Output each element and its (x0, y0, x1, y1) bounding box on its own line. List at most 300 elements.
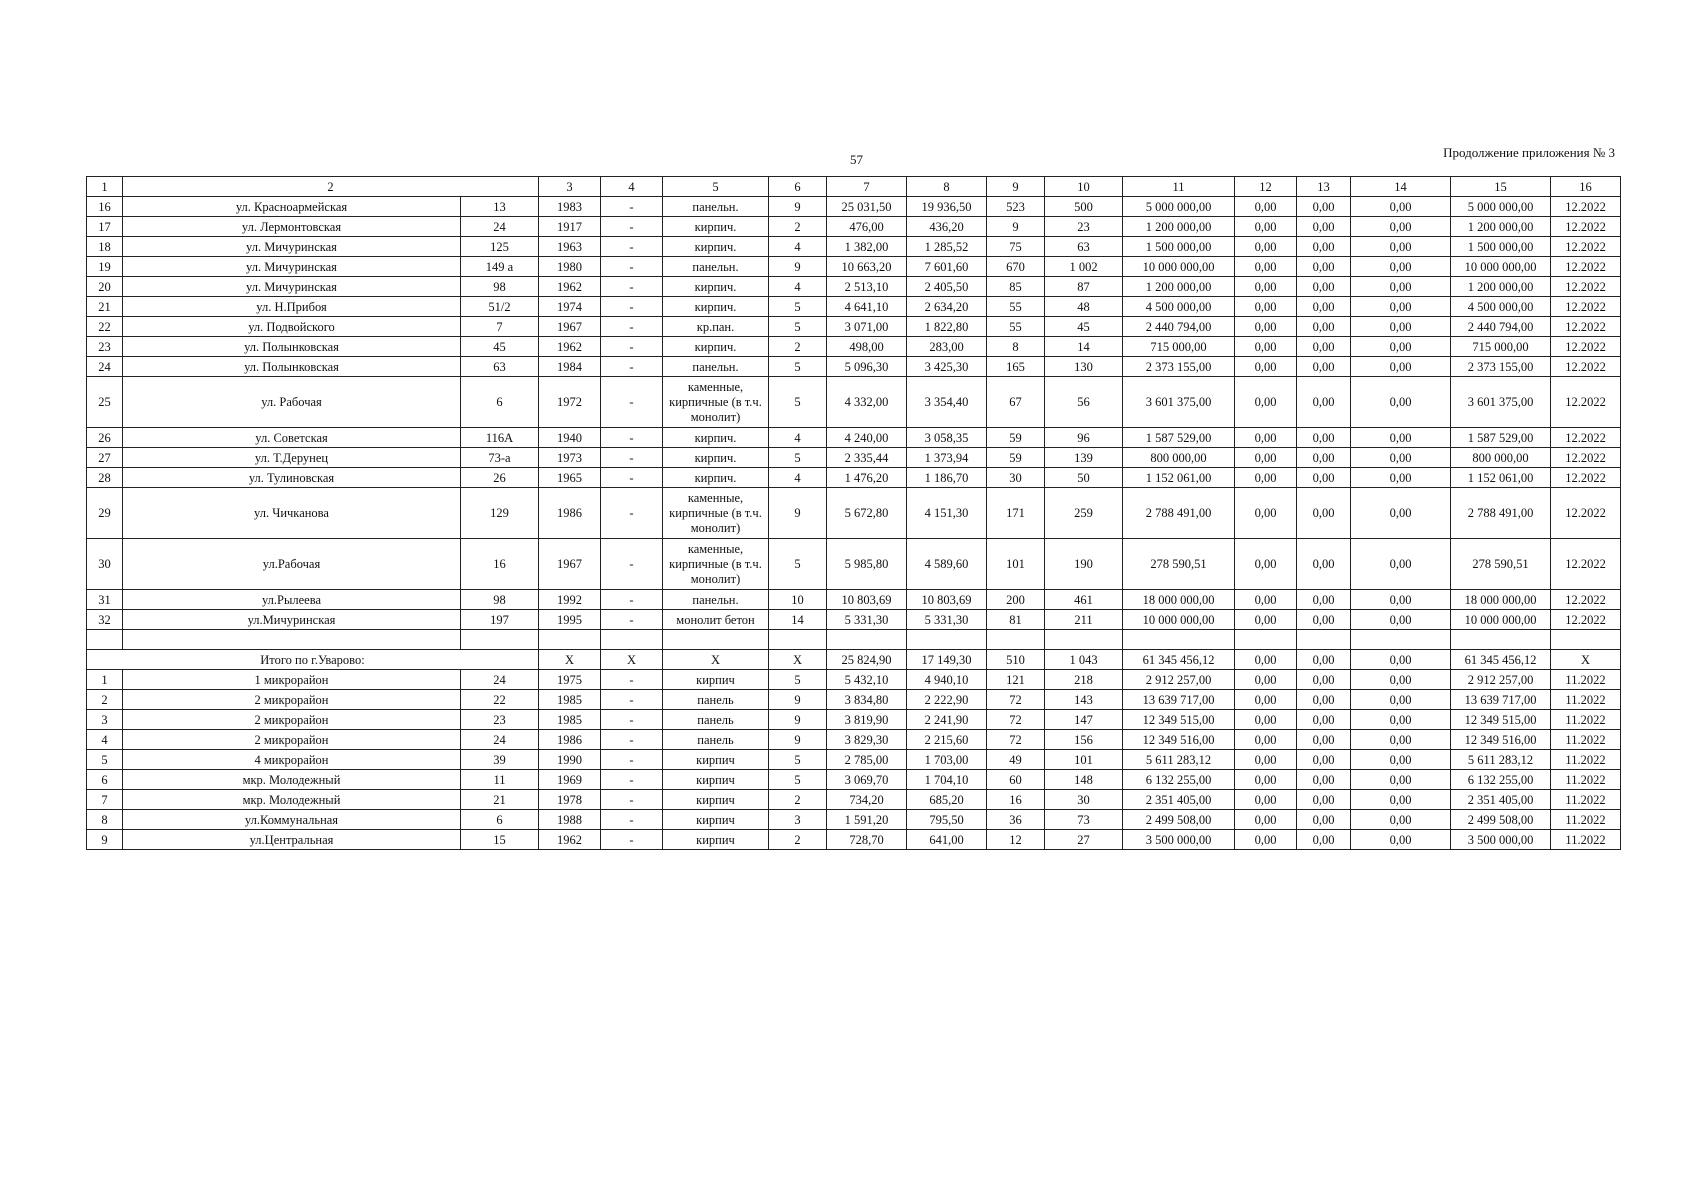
residents-cell: 75 (987, 237, 1045, 257)
owners-cost-cell: 12 349 515,00 (1451, 710, 1551, 730)
local-cost-cell: 0,00 (1351, 670, 1451, 690)
living-area-cell: 3 058,35 (907, 428, 987, 448)
year-overhaul-cell: - (601, 448, 663, 468)
address-cell: ул. Мичуринская (123, 277, 461, 297)
year-built-cell: 1962 (539, 277, 601, 297)
living-area-cell: 2 215,60 (907, 730, 987, 750)
living-area-cell: 17 149,30 (907, 650, 987, 670)
floors-cell: 9 (769, 730, 827, 750)
owners-cost-cell: 3 500 000,00 (1451, 830, 1551, 850)
address-cell: ул.Центральная (123, 830, 461, 850)
budget-cost-cell: 0,00 (1297, 710, 1351, 730)
year-built-cell: 1963 (539, 237, 601, 257)
wall-material-cell: панель (663, 690, 769, 710)
budget-cost-cell: 0,00 (1297, 297, 1351, 317)
budget-cost-cell: 0,00 (1297, 217, 1351, 237)
local-cost-cell: 0,00 (1351, 428, 1451, 448)
owners-cost-cell: 2 788 491,00 (1451, 488, 1551, 539)
budget-cost-cell: 0,00 (1297, 237, 1351, 257)
house-number-cell: 15 (461, 830, 539, 850)
residents-cell: 12 (987, 830, 1045, 850)
row-number-cell: 32 (87, 610, 123, 630)
living-area-cell: 1 285,52 (907, 237, 987, 257)
owners-cost-cell: 2 499 508,00 (1451, 810, 1551, 830)
row-number-cell: 22 (87, 317, 123, 337)
row-number-cell: 23 (87, 337, 123, 357)
year-overhaul-cell: - (601, 750, 663, 770)
living-area-cell: 2 405,50 (907, 277, 987, 297)
registered-cell: 148 (1045, 770, 1123, 790)
total-area-cell: 2 513,10 (827, 277, 907, 297)
residents-cell: 67 (987, 377, 1045, 428)
row-number-cell: 27 (87, 448, 123, 468)
owners-cost-cell: 2 440 794,00 (1451, 317, 1551, 337)
total-cost-cell: 2 912 257,00 (1123, 670, 1235, 690)
address-cell: ул. Лермонтовская (123, 217, 461, 237)
row-number-cell: 26 (87, 428, 123, 448)
address-cell: ул. Тулиновская (123, 468, 461, 488)
registered-cell: 48 (1045, 297, 1123, 317)
total-cost-cell: 12 349 516,00 (1123, 730, 1235, 750)
year-built-cell: 1984 (539, 357, 601, 377)
wall-material-cell: кирпич. (663, 217, 769, 237)
address-cell: ул. Н.Прибоя (123, 297, 461, 317)
local-cost-cell: 0,00 (1351, 488, 1451, 539)
year-overhaul-cell: - (601, 610, 663, 630)
floors-cell: 5 (769, 377, 827, 428)
separator-row (87, 630, 1621, 650)
column-number: 16 (1551, 177, 1621, 197)
total-cost-cell: 1 587 529,00 (1123, 428, 1235, 448)
owners-cost-cell: 715 000,00 (1451, 337, 1551, 357)
total-area-cell: 498,00 (827, 337, 907, 357)
house-number-cell: 39 (461, 750, 539, 770)
total-area-cell: 25 824,90 (827, 650, 907, 670)
fund-cost-cell: 0,00 (1235, 750, 1297, 770)
total-cost-cell: 61 345 456,12 (1123, 650, 1235, 670)
fund-cost-cell: 0,00 (1235, 590, 1297, 610)
living-area-cell: 1 704,10 (907, 770, 987, 790)
column-number: 15 (1451, 177, 1551, 197)
total-area-cell: 4 641,10 (827, 297, 907, 317)
empty-cell (1123, 630, 1235, 650)
owners-cost-cell: 1 200 000,00 (1451, 277, 1551, 297)
budget-cost-cell: 0,00 (1297, 448, 1351, 468)
wall-material-cell: кирпич (663, 750, 769, 770)
row-number-cell: 6 (87, 770, 123, 790)
row-number-cell: 5 (87, 750, 123, 770)
total-row (87, 650, 1621, 670)
house-number-cell: 73-а (461, 448, 539, 468)
living-area-cell: 2 222,90 (907, 690, 987, 710)
row-number-cell: 25 (87, 377, 123, 428)
column-number: 4 (601, 177, 663, 197)
wall-material-cell: кирпич. (663, 237, 769, 257)
budget-cost-cell: 0,00 (1297, 650, 1351, 670)
year-built-cell: 1974 (539, 297, 601, 317)
floors-cell: 9 (769, 257, 827, 277)
local-cost-cell: 0,00 (1351, 610, 1451, 630)
wall-material-cell: монолит бетон (663, 610, 769, 630)
local-cost-cell: 0,00 (1351, 217, 1451, 237)
total-cost-cell: 2 373 155,00 (1123, 357, 1235, 377)
total-cost-cell: 278 590,51 (1123, 539, 1235, 590)
address-cell: мкр. Молодежный (123, 790, 461, 810)
registered-cell: 96 (1045, 428, 1123, 448)
fund-cost-cell: 0,00 (1235, 488, 1297, 539)
house-number-cell: 21 (461, 790, 539, 810)
local-cost-cell: 0,00 (1351, 257, 1451, 277)
table-row (87, 217, 1621, 237)
table-row (87, 428, 1621, 448)
deadline-cell: 12.2022 (1551, 357, 1621, 377)
owners-cost-cell: 6 132 255,00 (1451, 770, 1551, 790)
year-overhaul-cell: - (601, 377, 663, 428)
year-built-cell: 1967 (539, 539, 601, 590)
address-cell: ул. Подвойского (123, 317, 461, 337)
house-number-cell: 16 (461, 539, 539, 590)
total-area-cell: 3 071,00 (827, 317, 907, 337)
table-row (87, 488, 1621, 539)
deadline-cell: 11.2022 (1551, 710, 1621, 730)
owners-cost-cell: 12 349 516,00 (1451, 730, 1551, 750)
year-overhaul-cell: - (601, 790, 663, 810)
table-row (87, 790, 1621, 810)
table-row (87, 539, 1621, 590)
row-number-cell: 20 (87, 277, 123, 297)
local-cost-cell: 0,00 (1351, 377, 1451, 428)
residents-cell: 121 (987, 670, 1045, 690)
registered-cell: 27 (1045, 830, 1123, 850)
residents-cell: 49 (987, 750, 1045, 770)
house-number-cell: 24 (461, 670, 539, 690)
total-area-cell: 2 335,44 (827, 448, 907, 468)
deadline-cell: 12.2022 (1551, 317, 1621, 337)
budget-cost-cell: 0,00 (1297, 317, 1351, 337)
residents-cell: 72 (987, 690, 1045, 710)
row-number-cell: 19 (87, 257, 123, 277)
column-number: 12 (1235, 177, 1297, 197)
house-number-cell: 6 (461, 377, 539, 428)
wall-material-cell: панель (663, 730, 769, 750)
owners-cost-cell: 4 500 000,00 (1451, 297, 1551, 317)
wall-material-cell: каменные, кирпичные (в т.ч. монолит) (663, 377, 769, 428)
table-row (87, 317, 1621, 337)
row-number-cell: 18 (87, 237, 123, 257)
wall-material-cell: кирпич (663, 670, 769, 690)
row-number-cell: 1 (87, 670, 123, 690)
column-number: 5 (663, 177, 769, 197)
column-number: 6 (769, 177, 827, 197)
deadline-cell: 12.2022 (1551, 237, 1621, 257)
empty-cell (1451, 630, 1551, 650)
total-area-cell: 5 672,80 (827, 488, 907, 539)
house-number-cell: 13 (461, 197, 539, 217)
house-number-cell: 7 (461, 317, 539, 337)
row-number-cell: 30 (87, 539, 123, 590)
table-row (87, 670, 1621, 690)
registered-cell: 461 (1045, 590, 1123, 610)
local-cost-cell: 0,00 (1351, 650, 1451, 670)
year-built-cell: 1990 (539, 750, 601, 770)
column-number: 13 (1297, 177, 1351, 197)
deadline-cell: 11.2022 (1551, 790, 1621, 810)
table-row (87, 257, 1621, 277)
year-built-cell: 1962 (539, 830, 601, 850)
total-area-cell: 1 476,20 (827, 468, 907, 488)
row-number-cell: 16 (87, 197, 123, 217)
column-number: 11 (1123, 177, 1235, 197)
local-cost-cell: 0,00 (1351, 277, 1451, 297)
budget-cost-cell: 0,00 (1297, 790, 1351, 810)
column-number: 8 (907, 177, 987, 197)
total-cost-cell: 1 200 000,00 (1123, 217, 1235, 237)
local-cost-cell: 0,00 (1351, 297, 1451, 317)
living-area-cell: 641,00 (907, 830, 987, 850)
fund-cost-cell: 0,00 (1235, 337, 1297, 357)
total-cost-cell: 1 152 061,00 (1123, 468, 1235, 488)
fund-cost-cell: 0,00 (1235, 428, 1297, 448)
local-cost-cell: 0,00 (1351, 357, 1451, 377)
deadline-cell: 12.2022 (1551, 539, 1621, 590)
fund-cost-cell: 0,00 (1235, 257, 1297, 277)
row-number-cell: 3 (87, 710, 123, 730)
table-row (87, 357, 1621, 377)
budget-cost-cell: 0,00 (1297, 610, 1351, 630)
row-number-cell: 17 (87, 217, 123, 237)
registered-cell: 14 (1045, 337, 1123, 357)
fund-cost-cell: 0,00 (1235, 317, 1297, 337)
table-row (87, 710, 1621, 730)
local-cost-cell: 0,00 (1351, 197, 1451, 217)
address-cell: 2 микрорайон (123, 710, 461, 730)
total-area-cell: 476,00 (827, 217, 907, 237)
total-cost-cell: 1 500 000,00 (1123, 237, 1235, 257)
total-area-cell: 5 096,30 (827, 357, 907, 377)
budget-cost-cell: 0,00 (1297, 750, 1351, 770)
budget-cost-cell: 0,00 (1297, 730, 1351, 750)
fund-cost-cell: 0,00 (1235, 448, 1297, 468)
wall-material-cell: каменные, кирпичные (в т.ч. монолит) (663, 539, 769, 590)
deadline-cell: 11.2022 (1551, 810, 1621, 830)
registered-cell: 259 (1045, 488, 1123, 539)
residents-cell: 8 (987, 337, 1045, 357)
total-area-cell: 1 591,20 (827, 810, 907, 830)
deadline-cell: 12.2022 (1551, 217, 1621, 237)
table-row (87, 770, 1621, 790)
residents-cell: 72 (987, 710, 1045, 730)
row-number-cell: 8 (87, 810, 123, 830)
table-row (87, 277, 1621, 297)
row-number-cell: 21 (87, 297, 123, 317)
wall-material-cell: кирпич. (663, 428, 769, 448)
deadline-cell: 12.2022 (1551, 337, 1621, 357)
wall-material-cell: кирпич (663, 770, 769, 790)
house-number-cell: 11 (461, 770, 539, 790)
registered-cell: 218 (1045, 670, 1123, 690)
residents-cell: 200 (987, 590, 1045, 610)
fund-cost-cell: 0,00 (1235, 730, 1297, 750)
fund-cost-cell: 0,00 (1235, 610, 1297, 630)
living-area-cell: 2 634,20 (907, 297, 987, 317)
fund-cost-cell: 0,00 (1235, 670, 1297, 690)
registered-cell: 211 (1045, 610, 1123, 630)
year-built-cell: 1985 (539, 690, 601, 710)
deadline-cell: 11.2022 (1551, 770, 1621, 790)
year-built-cell: 1995 (539, 610, 601, 630)
residents-cell: 670 (987, 257, 1045, 277)
row-number-cell: 7 (87, 790, 123, 810)
floors-cell: 3 (769, 810, 827, 830)
house-number-cell: 24 (461, 217, 539, 237)
deadline-cell: 11.2022 (1551, 750, 1621, 770)
local-cost-cell: 0,00 (1351, 690, 1451, 710)
total-area-cell: 5 331,30 (827, 610, 907, 630)
deadline-cell: Х (1551, 650, 1621, 670)
deadline-cell: 12.2022 (1551, 297, 1621, 317)
year-overhaul-cell: - (601, 770, 663, 790)
residents-cell: 81 (987, 610, 1045, 630)
address-cell: ул. Советская (123, 428, 461, 448)
budget-cost-cell: 0,00 (1297, 690, 1351, 710)
local-cost-cell: 0,00 (1351, 830, 1451, 850)
fund-cost-cell: 0,00 (1235, 297, 1297, 317)
residents-cell: 9 (987, 217, 1045, 237)
year-built-cell: 1988 (539, 810, 601, 830)
wall-material-cell: кирпич (663, 810, 769, 830)
wall-material-cell: кирпич. (663, 448, 769, 468)
year-built-cell: 1975 (539, 670, 601, 690)
residents-cell: 85 (987, 277, 1045, 297)
address-cell: ул. Мичуринская (123, 237, 461, 257)
budget-cost-cell: 0,00 (1297, 670, 1351, 690)
house-number-cell: 51/2 (461, 297, 539, 317)
total-area-cell: 10 803,69 (827, 590, 907, 610)
deadline-cell: 12.2022 (1551, 610, 1621, 630)
row-number-cell: 24 (87, 357, 123, 377)
floors-cell: 10 (769, 590, 827, 610)
year-built-cell: 1972 (539, 377, 601, 428)
total-cost-cell: 800 000,00 (1123, 448, 1235, 468)
floors-cell: 2 (769, 337, 827, 357)
address-cell: ул. Полынковская (123, 357, 461, 377)
total-area-cell: 10 663,20 (827, 257, 907, 277)
table-row (87, 690, 1621, 710)
local-cost-cell: 0,00 (1351, 810, 1451, 830)
wall-material-cell: кирпич. (663, 337, 769, 357)
owners-cost-cell: 2 373 155,00 (1451, 357, 1551, 377)
year-overhaul-cell: Х (601, 650, 663, 670)
year-overhaul-cell: - (601, 317, 663, 337)
year-overhaul-cell: - (601, 670, 663, 690)
budget-cost-cell: 0,00 (1297, 539, 1351, 590)
year-built-cell: 1917 (539, 217, 601, 237)
fund-cost-cell: 0,00 (1235, 810, 1297, 830)
budget-cost-cell: 0,00 (1297, 830, 1351, 850)
residents-cell: 55 (987, 297, 1045, 317)
empty-cell (461, 630, 539, 650)
wall-material-cell: кирпич (663, 830, 769, 850)
living-area-cell: 1 822,80 (907, 317, 987, 337)
total-area-cell: 4 332,00 (827, 377, 907, 428)
deadline-cell: 12.2022 (1551, 428, 1621, 448)
empty-cell (907, 630, 987, 650)
total-cost-cell: 4 500 000,00 (1123, 297, 1235, 317)
fund-cost-cell: 0,00 (1235, 830, 1297, 850)
total-cost-cell: 2 788 491,00 (1123, 488, 1235, 539)
wall-material-cell: кирпич. (663, 297, 769, 317)
table-row (87, 750, 1621, 770)
floors-cell: 14 (769, 610, 827, 630)
year-overhaul-cell: - (601, 830, 663, 850)
year-overhaul-cell: - (601, 539, 663, 590)
year-built-cell: Х (539, 650, 601, 670)
empty-cell (1351, 630, 1451, 650)
empty-cell (987, 630, 1045, 650)
empty-cell (769, 630, 827, 650)
year-built-cell: 1940 (539, 428, 601, 448)
fund-cost-cell: 0,00 (1235, 377, 1297, 428)
empty-cell (1045, 630, 1123, 650)
year-built-cell: 1992 (539, 590, 601, 610)
floors-cell: 5 (769, 539, 827, 590)
floors-cell: Х (769, 650, 827, 670)
living-area-cell: 3 354,40 (907, 377, 987, 428)
owners-cost-cell: 18 000 000,00 (1451, 590, 1551, 610)
fund-cost-cell: 0,00 (1235, 650, 1297, 670)
budget-cost-cell: 0,00 (1297, 357, 1351, 377)
floors-cell: 5 (769, 357, 827, 377)
deadline-cell: 12.2022 (1551, 197, 1621, 217)
registered-cell: 139 (1045, 448, 1123, 468)
registered-cell: 190 (1045, 539, 1123, 590)
address-cell: ул.Рабочая (123, 539, 461, 590)
column-number: 14 (1351, 177, 1451, 197)
total-area-cell: 3 834,80 (827, 690, 907, 710)
owners-cost-cell: 10 000 000,00 (1451, 257, 1551, 277)
table-row (87, 468, 1621, 488)
owners-cost-cell: 2 351 405,00 (1451, 790, 1551, 810)
house-number-cell: 98 (461, 590, 539, 610)
total-cost-cell: 3 601 375,00 (1123, 377, 1235, 428)
residents-cell: 171 (987, 488, 1045, 539)
registered-cell: 73 (1045, 810, 1123, 830)
deadline-cell: 12.2022 (1551, 257, 1621, 277)
wall-material-cell: панель (663, 710, 769, 730)
registered-cell: 45 (1045, 317, 1123, 337)
deadline-cell: 12.2022 (1551, 488, 1621, 539)
owners-cost-cell: 2 912 257,00 (1451, 670, 1551, 690)
local-cost-cell: 0,00 (1351, 237, 1451, 257)
living-area-cell: 1 373,94 (907, 448, 987, 468)
wall-material-cell: панельн. (663, 257, 769, 277)
owners-cost-cell: 278 590,51 (1451, 539, 1551, 590)
address-cell: ул. Т.Дерунец (123, 448, 461, 468)
floors-cell: 9 (769, 197, 827, 217)
house-number-cell: 6 (461, 810, 539, 830)
deadline-cell: 12.2022 (1551, 277, 1621, 297)
registered-cell: 130 (1045, 357, 1123, 377)
floors-cell: 2 (769, 790, 827, 810)
total-cost-cell: 2 351 405,00 (1123, 790, 1235, 810)
wall-material-cell: кр.пан. (663, 317, 769, 337)
address-cell: ул.Коммунальная (123, 810, 461, 830)
owners-cost-cell: 10 000 000,00 (1451, 610, 1551, 630)
residents-cell: 16 (987, 790, 1045, 810)
house-number-cell: 26 (461, 468, 539, 488)
house-number-cell: 45 (461, 337, 539, 357)
budget-cost-cell: 0,00 (1297, 810, 1351, 830)
